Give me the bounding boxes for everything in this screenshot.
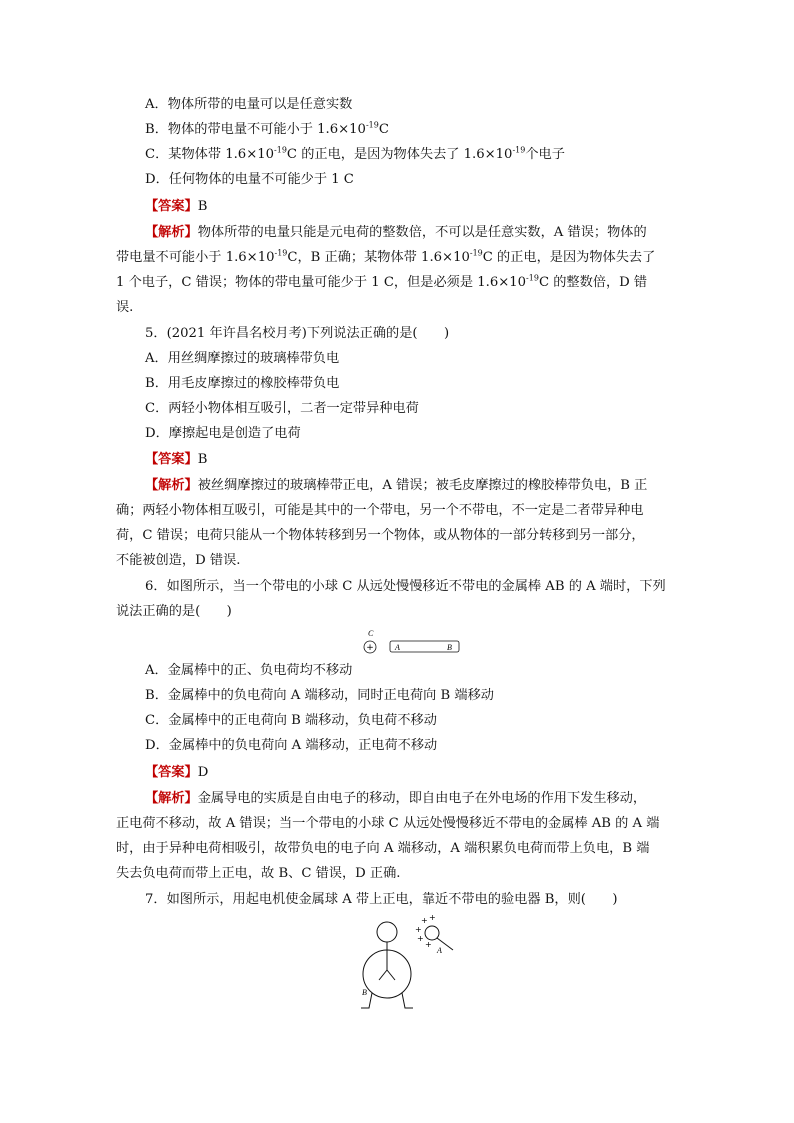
q6-option-a: A．金属棒中的正、负电荷均不移动 (145, 663, 353, 678)
plus-charge-1: + (421, 916, 428, 925)
plus-charge-3: + (415, 925, 422, 934)
q6-explanation-line-1: 【解析】金属导电的实质是自由电子的移动，即自由电子在外电场的作用下发生移动， (145, 791, 647, 806)
q6-option-d: D．金属棒中的负电荷向 A 端移动，正电荷不移动 (145, 738, 438, 753)
electroscope-leg-right (402, 993, 413, 1008)
q5-explanation-line-1: 【解析】被丝绸摩擦过的玻璃棒带正电，A 错误；被毛皮摩擦过的橡胶棒带负电，B 正 (145, 478, 648, 493)
q6-stem-line-1: 6．如图所示，当一个带电的小球 C 从远处慢慢移近不带电的金属棒 AB 的 A 端时，下列 (145, 579, 666, 594)
plus-charge-2: + (429, 913, 436, 922)
q5-option-c: C．两轻小物体相互吸引，二者一定带异种电荷 (145, 401, 419, 416)
q6-option-b: B．金属棒中的负电荷向 A 端移动，同时正电荷向 B 端移动 (145, 688, 494, 703)
q7-figure (355, 912, 470, 1017)
q4-explanation-line-4: 误. (116, 300, 134, 315)
metal-ball-a (425, 926, 439, 940)
q5-option-b: B．用毛皮摩擦过的橡胶棒带负电 (145, 376, 340, 391)
q6-explanation-line-2: 正电荷不移动，故 A 错误；当一个带电的小球 C 从远处慢慢移近不带电的金属棒 AB 的 A 端 (116, 816, 660, 831)
q6-stem-line-2: 说法正确的是( ) (116, 604, 232, 619)
plus-sign: + (366, 643, 374, 653)
q6-explanation-line-3: 时，由于异种电荷相吸引，故带负电的电子向 A 端移动，A 端积累负电荷而带上负电，B 端 (116, 841, 650, 856)
q5-explanation-line-2: 确；两轻小物体相互吸引，可能是其中的一个带电，另一个不带电，不一定是二者带异种电 (116, 503, 644, 518)
q4-answer: 【答案】B (145, 199, 208, 214)
exponent: -19 (274, 145, 287, 155)
q7-stem: 7．如图所示，用起电机使金属球 A 带上正电，靠近不带电的验电器 B，则( ) (145, 892, 618, 907)
ball-a-label: A (437, 946, 442, 955)
electroscope-leaf-right (387, 970, 395, 980)
electroscope-top-ball (377, 922, 397, 942)
q5-stem: 5．(2021 年许昌名校月考)下列说法正确的是( ) (145, 326, 450, 341)
ball-c-label: C (368, 629, 374, 638)
q5-explanation-line-3: 荷，C 错误；电荷只能从一个物体转移到另一个物体，或从物体的一部分转移到另一部分， (116, 528, 645, 543)
q5-option-d: D．摩擦起电是创造了电荷 (145, 426, 301, 441)
q5-explanation-line-4: 不能被创造，D 错误. (116, 553, 241, 568)
q4-option-d: D．任何物体的电量不可能少于 1 C (145, 172, 354, 187)
q4-explanation-line-3: 1 个电子，C 错误；物体的带电量可能少于 1 C，但是必须是 $1.6\times 10^{-19}C$ 的整数倍，D 错 (116, 273, 648, 290)
electroscope-leaf-left (379, 970, 387, 980)
plus-charge-4: + (417, 934, 424, 943)
q6-explanation-line-4: 失去负电荷而带上正电，故 B、C 错误，D 正确. (116, 866, 401, 881)
q6-answer: 【答案】D (145, 765, 209, 780)
q6-figure (355, 626, 465, 658)
rod-end-a-label: A (395, 643, 400, 652)
q5-answer: 【答案】B (145, 452, 208, 467)
q4-option-a: A．物体所带的电量可以是任意实数 (145, 97, 353, 112)
q4-option-c: C．某物体带 $1.6\times 10^{-19}C$ 的正电，是因为物体失去了 $1.6\times 10^{-19}$个电子 (145, 145, 565, 162)
q4-option-b: B．物体的带电量不可能小于 $1.6\times 10^{-19}C$ (145, 120, 389, 137)
plus-charge-5: + (425, 940, 432, 949)
q6-option-c: C．金属棒中的正电荷向 B 端移动，负电荷不移动 (145, 713, 437, 728)
electroscope-b-label: B (362, 988, 367, 997)
q4-explanation-line-2: 带电量不可能小于 $1.6\times 10^{-19}C$，B 正确；某物体带 $1.6\times 10^{-19}C$ 的正电，是因为物体失去了 (116, 248, 656, 265)
q4-explanation-line-1: 【解析】物体所带的电量只能是元电荷的整数倍，不可以是任意实数，A 错误；物体的 (145, 225, 647, 240)
q5-option-a: A．用丝绸摩擦过的玻璃棒带负电 (145, 351, 340, 366)
rod-end-b-label: B (447, 643, 452, 652)
